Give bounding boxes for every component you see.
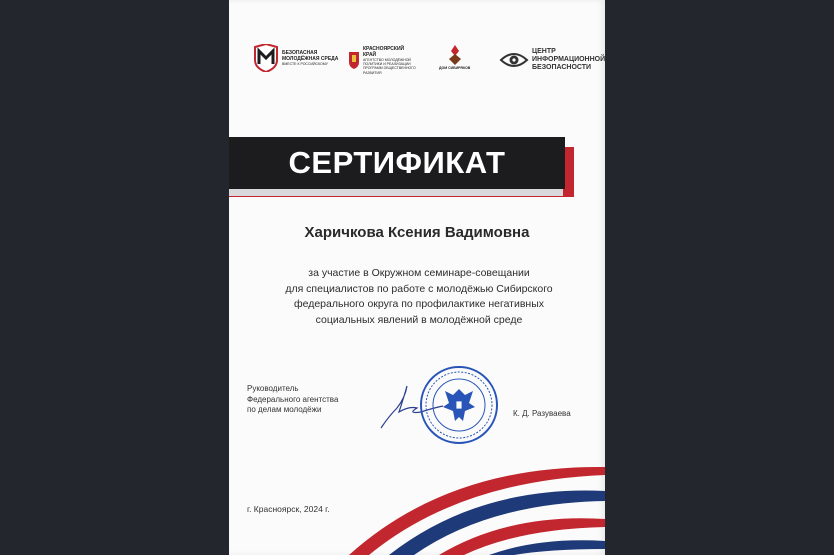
position-line: Федерального агентства <box>247 394 339 404</box>
decorative-swoosh <box>329 455 605 555</box>
position-line: Руководитель <box>247 384 299 393</box>
title-band-shadow <box>229 188 563 196</box>
reason-line: социальных явлений в молодёжной среде <box>315 313 523 326</box>
official-stamp <box>419 365 499 445</box>
reason-line: для специалистов по работе с молодёжью Сибирского <box>285 282 553 295</box>
reason-line: федерального округа по профилактике негативных <box>293 298 545 310</box>
logo-text-line: КРАСНОЯРСКИЙ <box>363 46 405 52</box>
signer-position <box>247 384 367 416</box>
logo-krasnoyarsk <box>348 46 416 75</box>
partner-logos <box>253 44 605 80</box>
krasnoyarsk-crest-icon <box>348 51 360 69</box>
logo-text-line: РАЗВИТИЯ <box>363 70 382 75</box>
logo-youth-center <box>439 44 470 70</box>
double-eagle-icon <box>443 389 475 421</box>
youth-center-icon <box>445 44 465 66</box>
eye-shield-icon <box>499 48 529 72</box>
logo-text-line: МОЛОДЁЖНАЯ СРЕДА <box>282 55 339 62</box>
signer-name: К. Д. Разуваева <box>513 409 571 418</box>
m-shield-icon <box>253 44 279 72</box>
certificate-title: СЕРТИФИКАТ <box>288 145 506 180</box>
logo-text-line: ПОЛИТИКИ И РЕАЛИЗАЦИИ <box>363 62 411 67</box>
logo-safe-youth <box>253 44 338 72</box>
logo-text-line: БЕЗОПАСНАЯ <box>282 49 318 56</box>
logo-text-line: ЦЕНТР <box>532 48 556 55</box>
certificate-page <box>229 0 605 555</box>
logo-text-line: ВМЕСТЕ К РОССИЙСКОМУ <box>282 61 328 66</box>
logo-text-line: БЕЗОПАСНОСТИ <box>532 64 592 71</box>
logo-text-line: КРАЙ <box>363 52 377 58</box>
logo-text-line: АГЕНТСТВО МОЛОДЁЖНОЙ <box>363 58 411 62</box>
recipient-name: Харичкова Ксения Вадимовна <box>304 224 530 241</box>
logo-text-line: ДОМ СИБИРЯКОВ <box>439 66 471 70</box>
logo-text-line: ИНФОРМАЦИОННОЙ <box>532 56 605 63</box>
place-date: г. Красноярск, 2024 г. <box>247 504 330 514</box>
position-line: по делам молодёжи <box>247 405 322 414</box>
reason-line: за участие в Окружном семинаре-совещании <box>308 267 530 279</box>
logo-info-security <box>499 48 605 72</box>
award-reason <box>269 266 569 328</box>
logo-text-line: ПРОГРАММ ОБЩЕСТВЕННОГО <box>363 66 416 71</box>
